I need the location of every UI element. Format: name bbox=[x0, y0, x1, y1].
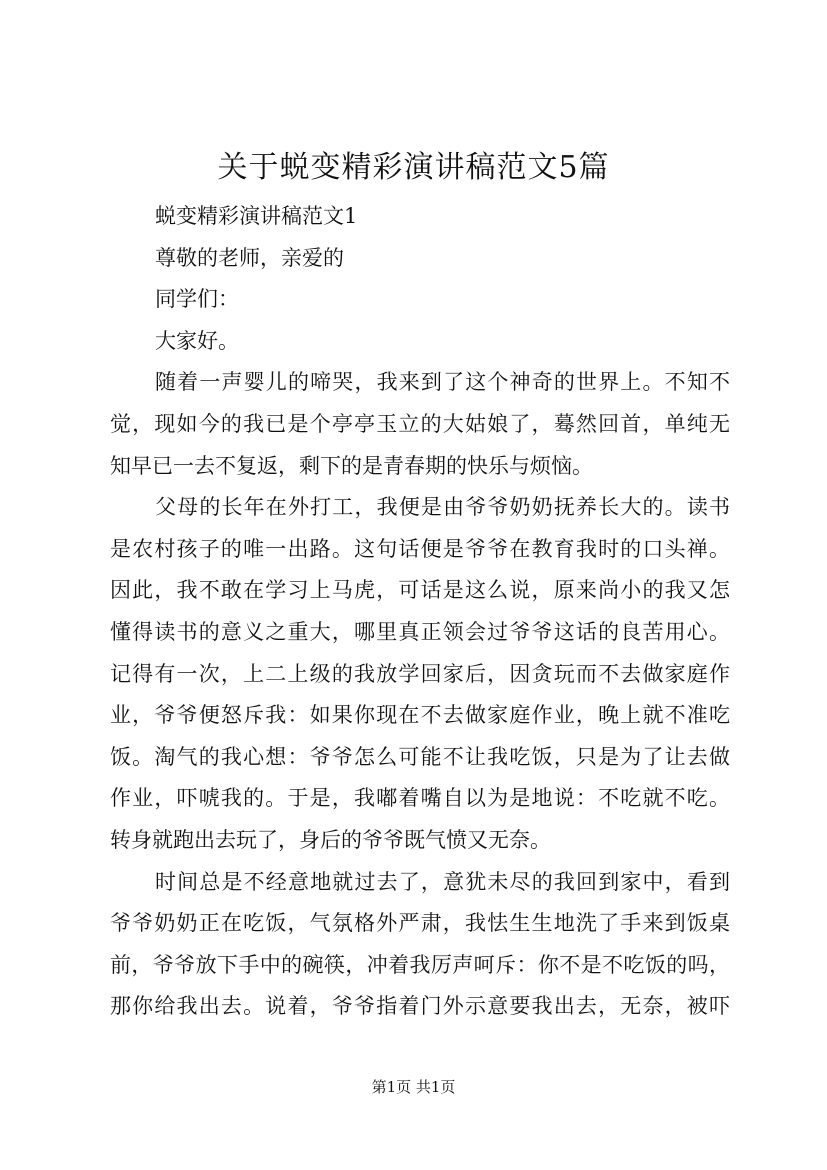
text-line: 懂得读书的意义之重大，哪里真正领会过爷爷这话的良苦用心。 bbox=[110, 619, 730, 644]
text-line: 饭。淘气的我心想：爷爷怎么可能不让我吃饭，只是为了让去做 bbox=[110, 744, 730, 769]
document-title: 关于蜕变精彩演讲稿范文5篇 bbox=[217, 150, 610, 185]
text-line: 业，爷爷便怒斥我：如果你现在不去做家庭作业，晚上就不准吃 bbox=[110, 703, 730, 728]
text-line: 尊敬的老师，亲爱的 bbox=[155, 245, 344, 270]
page-footer: 第1页 共1页 bbox=[371, 1078, 456, 1096]
text-line: 同学们： bbox=[155, 287, 239, 312]
text-line: 大家好。 bbox=[155, 328, 239, 353]
text-line: 前，爷爷放下手中的碗筷，冲着我厉声呵斥：你不是不吃饭的吗， bbox=[110, 952, 730, 977]
text-line: 转身就跑出去玩了，身后的爷爷既气愤又无奈。 bbox=[110, 827, 551, 852]
text-line: 爷爷奶奶正在吃饭，气氛格外严肃，我怯生生地洗了手来到饭桌 bbox=[110, 911, 730, 936]
text-line: 因此，我不敢在学习上马虎，可话是这么说，原来尚小的我又怎 bbox=[110, 578, 730, 603]
text-line: 记得有一次，上二上级的我放学回家后，因贪玩而不去做家庭作 bbox=[110, 661, 730, 686]
text-line: 知早已一去不复返，剩下的是青春期的快乐与烦恼。 bbox=[110, 453, 593, 478]
text-line: 觉，现如今的我已是个亭亭玉立的大姑娘了，蓦然回首，单纯无 bbox=[110, 411, 730, 436]
text-line: 蜕变精彩演讲稿范文1 bbox=[155, 204, 358, 228]
text-line: 作业，吓唬我的。于是，我嘟着嘴自以为是地说：不吃就不吃。 bbox=[110, 786, 730, 811]
text-line: 是农村孩子的唯一出路。这句话便是爷爷在教育我时的口头禅。 bbox=[110, 536, 730, 561]
document-body bbox=[110, 196, 730, 1028]
text-line: 随着一声婴儿的啼哭，我来到了这个神奇的世界上。不知不 bbox=[155, 370, 730, 395]
text-line: 父母的长年在外打工，我便是由爷爷奶奶抚养长大的。读书 bbox=[155, 495, 730, 520]
text-line: 那你给我出去。说着，爷爷指着门外示意要我出去，无奈，被吓 bbox=[110, 994, 730, 1019]
text-line: 时间总是不经意地就过去了，意犹未尽的我回到家中，看到 bbox=[155, 869, 730, 894]
